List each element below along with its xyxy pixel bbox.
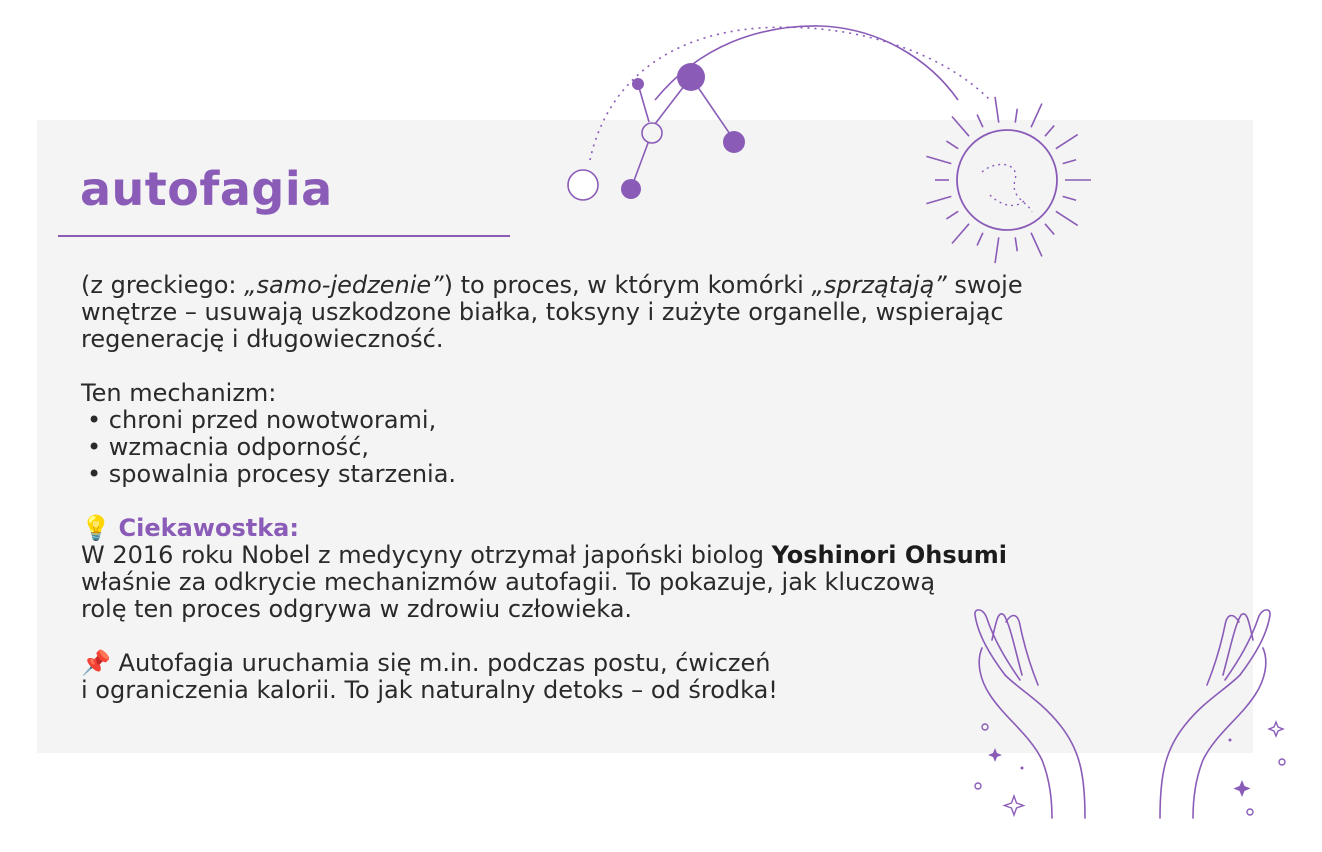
lightbulb-icon: 💡 bbox=[81, 514, 111, 542]
note-line-2: i ograniczenia kalorii. To jak naturalny detoks – od środka! bbox=[81, 676, 778, 704]
sun-ray bbox=[995, 97, 999, 123]
sun-ray bbox=[1015, 237, 1017, 251]
sun-ray bbox=[952, 117, 969, 137]
note-line-1: 📌 Autofagia uruchamia się m.in. podczas postu, ćwiczeń bbox=[81, 649, 771, 677]
sun-ray bbox=[977, 115, 983, 128]
scientist-name: Yoshinori Ohsumi bbox=[771, 541, 1007, 569]
fact-heading bbox=[81, 515, 1161, 542]
sun-ray bbox=[1063, 196, 1076, 200]
fact-line-1: W 2016 roku Nobel z medycyny otrzymał japoński biolog Yoshinori Ohsumi bbox=[81, 541, 1007, 569]
sun-ray bbox=[1015, 109, 1017, 123]
pushpin-icon: 📌 bbox=[81, 649, 111, 677]
title-underline bbox=[58, 235, 510, 237]
sun-ray bbox=[1063, 160, 1076, 164]
term-sprzataja: „sprzątają” bbox=[811, 271, 947, 299]
mechanism-item: • chroni przed nowotworami, bbox=[87, 406, 437, 434]
sun-ray bbox=[952, 224, 969, 244]
sun-ray bbox=[1056, 211, 1078, 225]
sun-cell-icon bbox=[920, 100, 1100, 270]
intro-line-2: wnętrze – usuwają uszkodzone białka, toksyny i zużyte organelle, wspierając bbox=[81, 298, 1004, 326]
intro-line-3: regenerację i długowieczność. bbox=[81, 325, 444, 353]
sun-ray bbox=[1056, 135, 1078, 149]
sun-ray bbox=[1045, 224, 1054, 235]
page-title: autofagia bbox=[80, 162, 333, 216]
fact-line-2: właśnie za odkrycie mechanizmów autofagii. To pokazuje, jak kluczową bbox=[81, 568, 936, 596]
mechanism-item: • wzmacnia odporność, bbox=[87, 433, 370, 461]
mechanism-item: • spowalnia procesy starzenia. bbox=[87, 460, 457, 488]
sun-ray bbox=[977, 233, 983, 246]
sun-ray bbox=[1045, 126, 1054, 137]
term-samo-jedzenie: „samo-jedzenie” bbox=[244, 271, 444, 299]
fact-label: Ciekawostka: bbox=[118, 514, 299, 542]
fact-line-3: rolę ten proces odgrywa w zdrowiu człowieka. bbox=[81, 595, 633, 623]
mechanism-heading: Ten mechanizm: bbox=[81, 379, 277, 407]
sun-ray bbox=[926, 196, 951, 203]
article-body bbox=[81, 272, 1161, 704]
sun-ray bbox=[1031, 233, 1042, 257]
sun-ray bbox=[1031, 104, 1042, 128]
sun-ray bbox=[946, 211, 958, 219]
sun-ray bbox=[995, 237, 999, 263]
sun-ray bbox=[926, 156, 951, 163]
sun-ray bbox=[946, 141, 958, 149]
intro-line-1: (z greckiego: „samo-jedzenie”) to proces, w którym komórki „sprzątają” swoje bbox=[81, 271, 1023, 299]
